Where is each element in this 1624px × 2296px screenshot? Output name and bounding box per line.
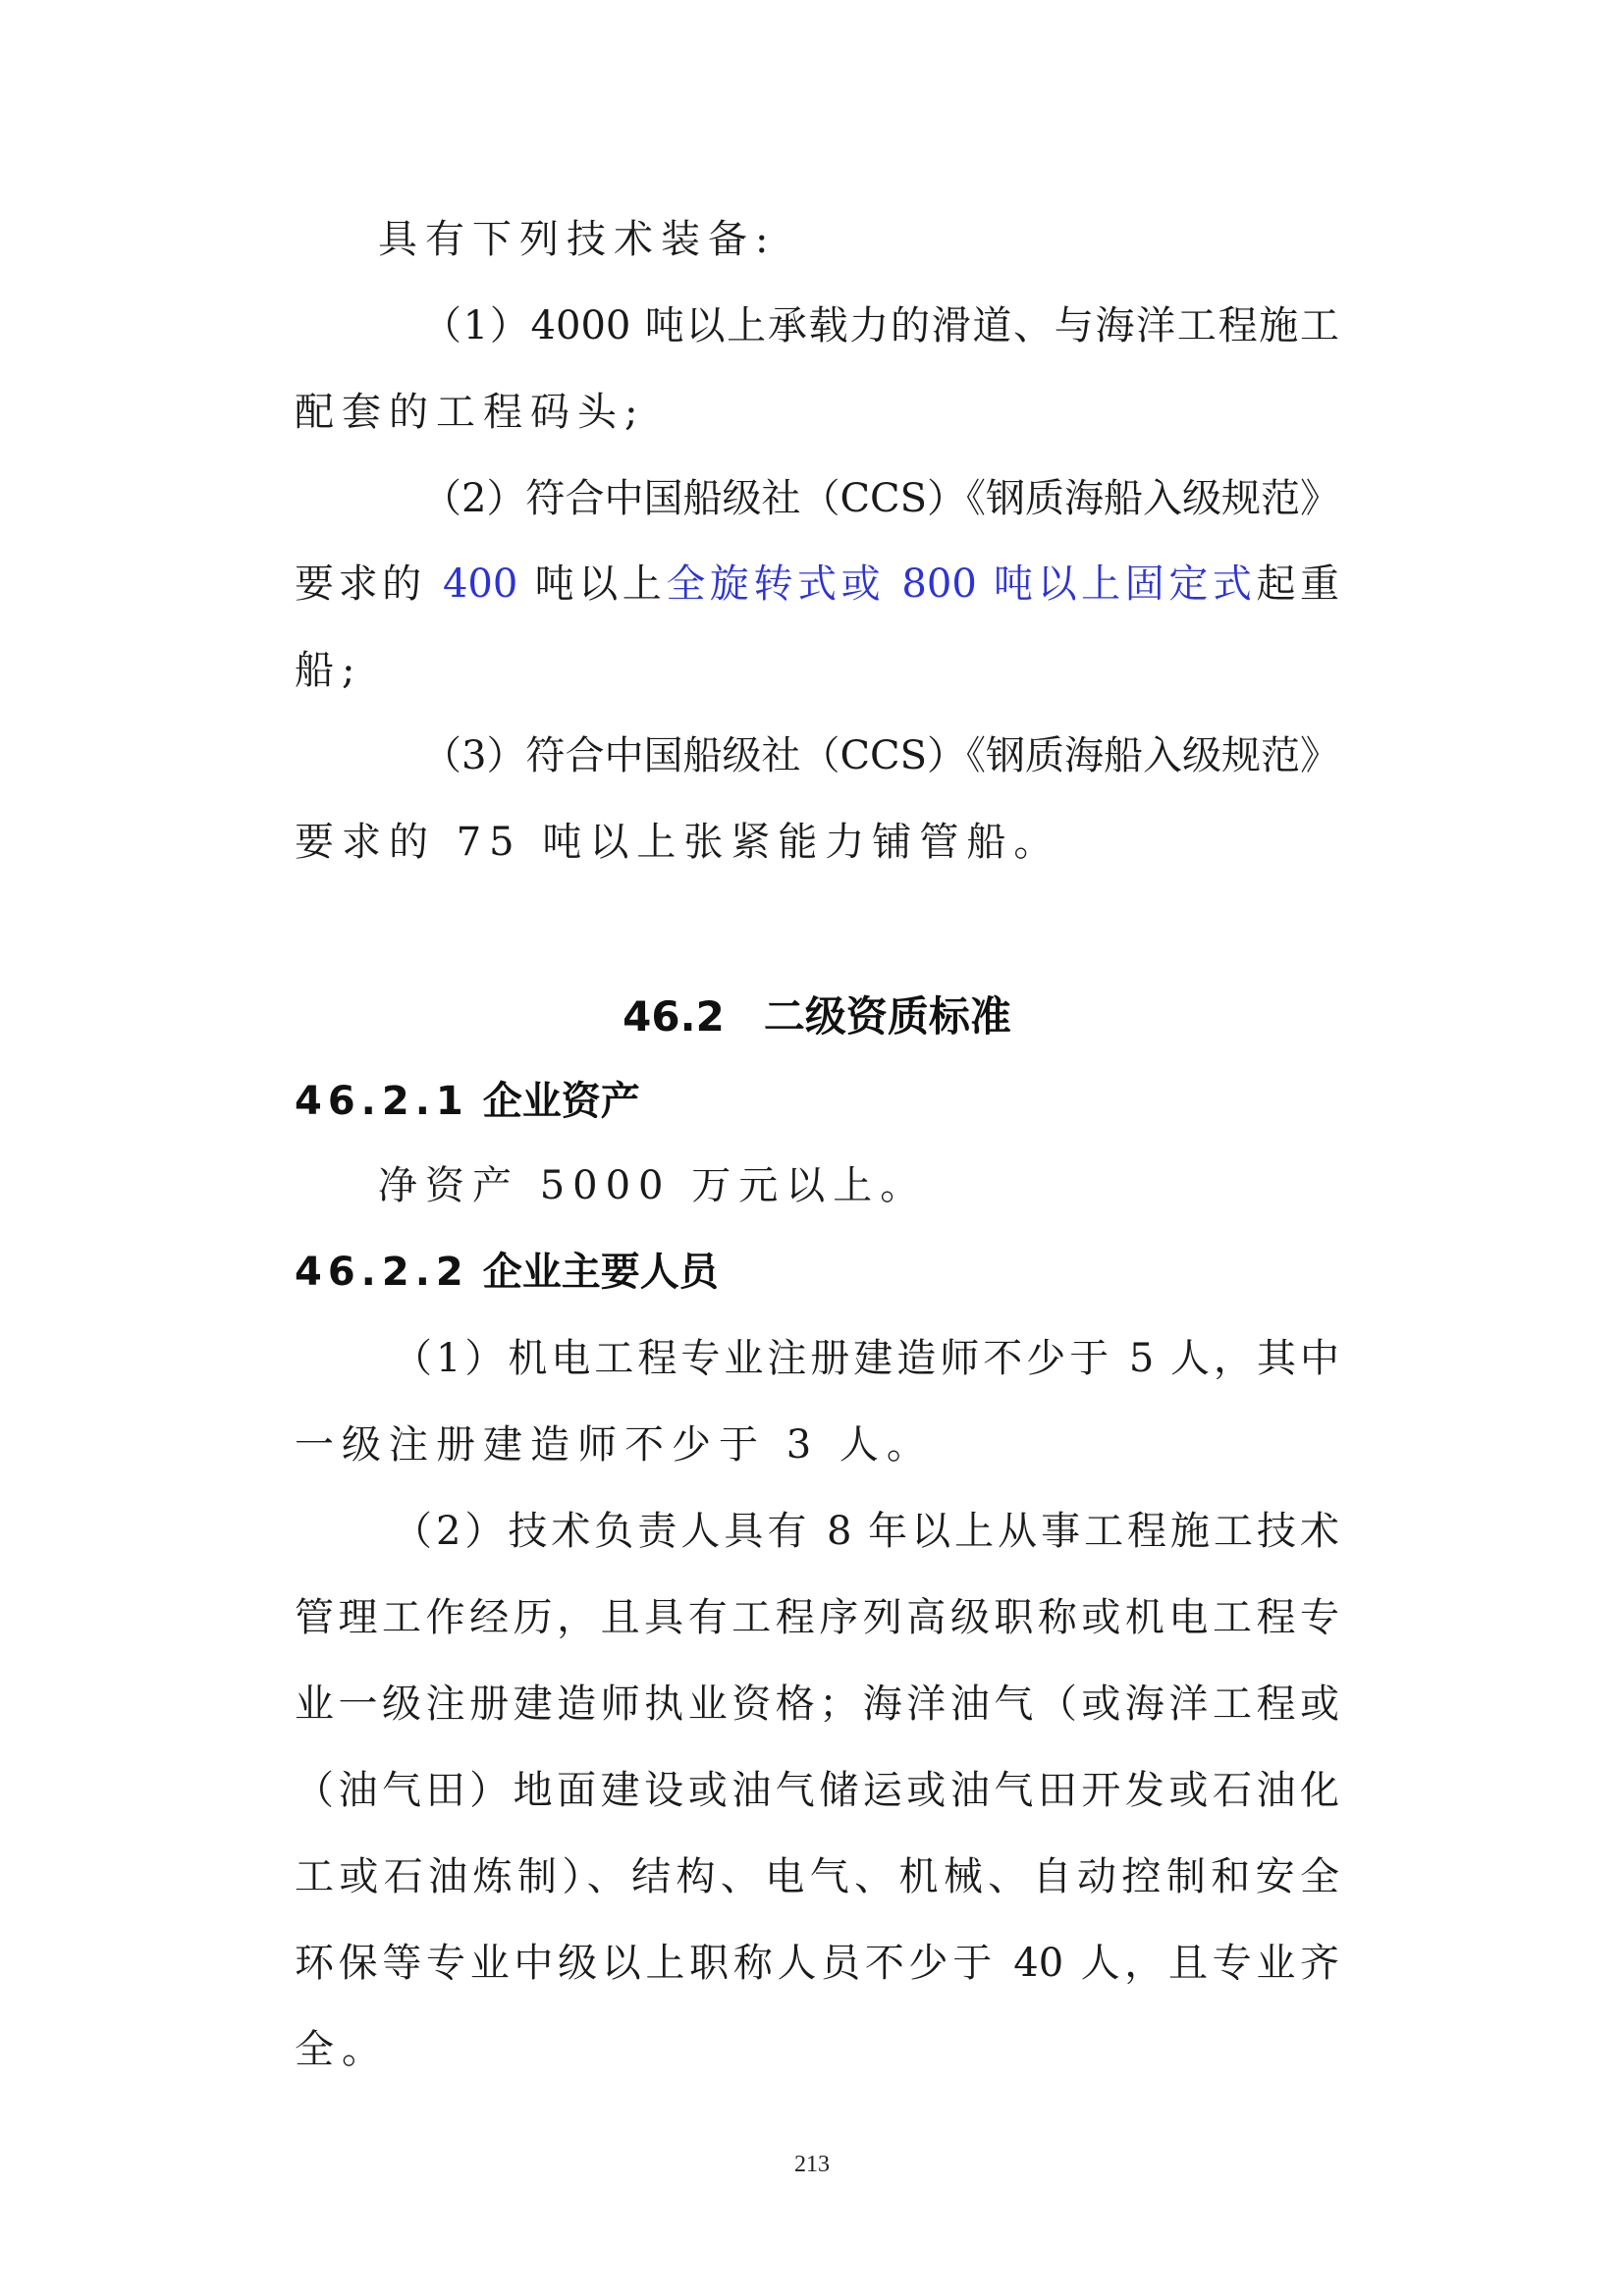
section-number: 46.2 xyxy=(623,992,725,1041)
item2-line2-b: 400 xyxy=(442,561,518,607)
subsection-personnel-heading xyxy=(295,1245,719,1300)
item2-line2-e: 起重 xyxy=(1256,561,1340,607)
item2-line2 xyxy=(295,557,1339,612)
subsection-assets-heading xyxy=(295,1074,640,1129)
personnel-p2-line7: 全。 xyxy=(295,2027,389,2072)
section-heading xyxy=(295,988,1339,1046)
item3-line1: （3）符合中国船级社（CCS）《钢质海船入级规范》 xyxy=(422,733,1340,778)
subsection-personnel-number: 46.2.2 xyxy=(295,1250,469,1295)
subsection-assets-title: 企业资产 xyxy=(482,1079,640,1124)
subsection-assets-number: 46.2.1 xyxy=(295,1079,469,1124)
equipment-intro: 具有下列技术装备: xyxy=(378,217,777,262)
item1-line1: （1）4000 吨以上承载力的滑道、与海洋工程施工 xyxy=(422,303,1339,348)
personnel-p1-line2: 一级注册建造师不少于 3 人。 xyxy=(295,1422,934,1468)
item2-line3: 船; xyxy=(295,648,363,693)
item2-line1: （2）符合中国船级社（CCS）《钢质海船入级规范》 xyxy=(422,476,1340,521)
personnel-p2-line3: 业一级注册建造师执业资格；海洋油气（或海洋工程或 xyxy=(295,1682,1339,1727)
page-number: 213 xyxy=(794,2152,830,2177)
item1-line2: 配套的工程码头; xyxy=(295,390,646,435)
personnel-p1-line1: （1）机电工程专业注册建造师不少于 5 人，其中 xyxy=(393,1336,1339,1381)
section-title: 二级资质标准 xyxy=(763,992,1011,1041)
personnel-p2-line5: 工或石油炼制）、结构、电气、机械、自动控制和安全 xyxy=(295,1854,1339,1899)
personnel-p2-line2: 管理工作经历，且具有工程序列高级职称或机电工程专 xyxy=(295,1595,1339,1640)
subsection-personnel-title: 企业主要人员 xyxy=(482,1250,719,1295)
item2-line2-d: 全旋转式或 800 吨以上固定式 xyxy=(666,561,1257,607)
personnel-p2-line4: （油气田）地面建设或油气储运或油气田开发或石油化 xyxy=(295,1768,1339,1813)
item2-line2-c: 吨以上 xyxy=(517,561,667,607)
assets-text: 净资产 5000 万元以上。 xyxy=(378,1163,928,1208)
personnel-p2-line6: 环保等专业中级以上职称人员不少于 40 人，且专业齐 xyxy=(295,1941,1339,1986)
item3-line2: 要求的 75 吨以上张紧能力铺管船。 xyxy=(295,820,1061,865)
personnel-p2-line1: （2）技术负责人具有 8 年以上从事工程施工技术 xyxy=(393,1509,1339,1554)
item2-line2-a: 要求的 xyxy=(295,561,443,607)
